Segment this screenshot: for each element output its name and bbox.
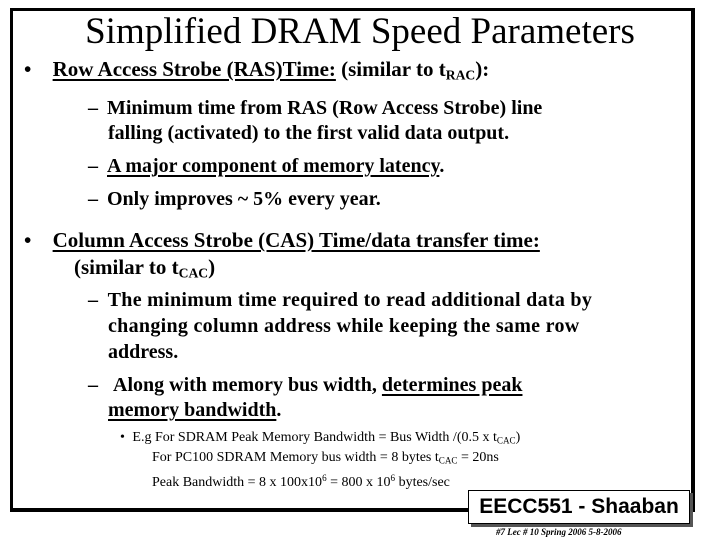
bullet-2-lead-line-2-post: ) <box>208 255 216 279</box>
bullet-1-item-2 <box>88 154 444 178</box>
subnote-line-3-pre: Peak Bandwidth = 8 x 100x10 <box>152 475 323 490</box>
bullet-2-item-2-underlined-2: memory bandwidth <box>108 399 277 421</box>
bullet-2 <box>24 228 540 253</box>
subnote-line-2 <box>152 449 499 469</box>
subnote-line-1 <box>120 429 520 449</box>
bullet-2-lead-sub: CAC <box>178 265 209 281</box>
bullet-1-sub: RAC <box>445 67 476 83</box>
bullet-2-lead-line-1: Column Access Strobe (CAS) Time/data transfer time: <box>52 228 540 252</box>
subnote-line-3-post: bytes/sec <box>395 475 450 490</box>
bullet-2-item-1-line-2: changing column address while keeping the same row <box>108 315 580 337</box>
bullet-1-item-2-underlined: A major component of memory latency <box>107 155 440 177</box>
bullet-1-item-3-text: Only improves ~ 5% every year. <box>107 188 381 210</box>
bullet-2-item-1-line-3: address. <box>108 341 179 363</box>
bullet-2-lead-line-2-pre: (similar to t <box>74 255 179 279</box>
subnote-line-1-post: ) <box>515 430 521 445</box>
subnote-line-1-pre: E.g For SDRAM Peak Memory Bandwidth = Bus Width /(0.5 x t <box>132 430 497 445</box>
bullet-1-item-1-line-2: falling (activated) to the first valid data output. <box>108 122 510 144</box>
slide-title: Simplified DRAM Speed Parameters <box>85 11 635 52</box>
bullet-1-rest-pre: (similar to t <box>335 57 446 81</box>
subnote-line-3-mid: = 800 x 10 <box>326 475 391 490</box>
bullet-marker: • <box>24 228 32 252</box>
bullet-1 <box>24 57 489 87</box>
subnote-line-2-pre: For PC100 SDRAM Memory bus width = 8 bytes t <box>152 450 439 465</box>
bullet-2-item-2-after: . <box>276 399 282 421</box>
bullet-2-item-2 <box>88 373 522 397</box>
bullet-2-item-2-underlined-1: determines peak <box>381 374 523 396</box>
bullet-marker: • <box>24 57 32 81</box>
subnote-marker: • <box>120 430 125 445</box>
bullet-1-item-1-cont <box>108 121 509 145</box>
bullet-2-item-2-pre: Along with memory bus width, <box>113 374 382 396</box>
bullet-1-rest-post: ): <box>475 57 490 81</box>
bullet-2-item-1 <box>88 288 592 312</box>
bullet-1-lead: Row Access Strobe (RAS)Time: <box>52 57 336 81</box>
subnote-line-3 <box>152 469 450 492</box>
bullet-1-item-1 <box>88 96 542 120</box>
bullet-2-item-1-cont-2 <box>108 340 178 364</box>
dash: – <box>88 289 99 311</box>
subnote-line-2-sub: CAC <box>438 455 458 466</box>
bullet-2-item-2-cont <box>108 398 281 422</box>
dash: – <box>88 374 98 396</box>
dash: – <box>88 188 98 210</box>
bullet-1-item-3 <box>88 187 381 211</box>
subnote-line-3-sup: 6 <box>322 473 327 483</box>
bullet-2-cont <box>74 255 215 285</box>
dash: – <box>88 97 98 119</box>
lecture-note: #7 Lec # 10 Spring 2006 5-8-2006 <box>496 527 622 537</box>
bullet-2-item-1-line-1: The minimum time required to read additional data by <box>107 289 593 311</box>
subnote-line-1-sub: CAC <box>496 435 516 446</box>
course-footer: EECC551 - Shaaban <box>468 490 690 524</box>
bullet-2-item-1-cont-1 <box>108 314 580 338</box>
bullet-1-item-1-line-1: Minimum time from RAS (Row Access Strobe) line <box>107 97 543 119</box>
dash: – <box>88 155 98 177</box>
subnote-line-2-post: = 20ns <box>457 450 499 465</box>
bullet-1-item-2-after: . <box>439 155 445 177</box>
subnote-line-3-sup-2: 6 <box>390 473 396 483</box>
